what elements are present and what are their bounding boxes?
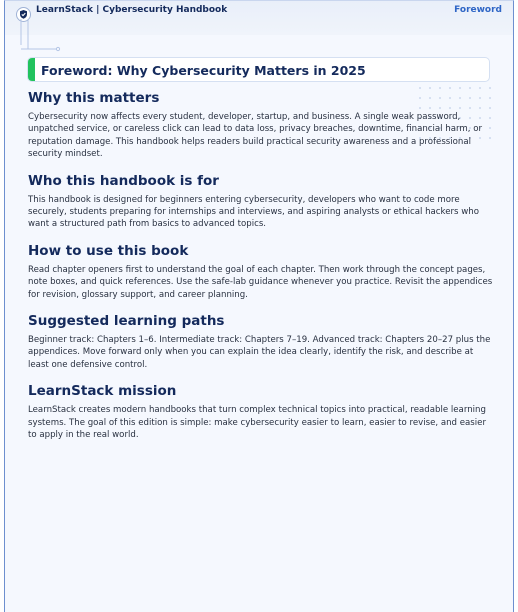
page-header xyxy=(5,1,513,35)
section-learning-paths xyxy=(28,313,494,371)
foreword-content xyxy=(28,90,494,454)
section-body: LearnStack creates modern handbooks that turn complex technical topics into practical, readable learning systems. The goal of this edition is simple: make cybersecurity easier to learn, easier to revise, and easier to apply in the real world. xyxy=(28,405,486,441)
section-body: Read chapter openers first to understand the goal of each chapter. Then work through the concept pages, note boxes, and quick references. Use the safe-lab guidance whenever you practice. Revisit the appendices for revision, glossary support, and career planning. xyxy=(28,264,493,300)
section-heading: Suggested learning paths xyxy=(28,313,225,330)
section-body: Beginner track: Chapters 1–6. Intermediate track: Chapters 7–19. Advanced track: Chapters 20–27 plus the appendices. Move forward only when you can explain the idea clearly, identify the risk, and describe at least one defensive control. xyxy=(28,335,491,370)
section-heading: Why this matters xyxy=(28,90,160,106)
section-why-this-matters xyxy=(28,90,494,161)
section-heading: Who this handbook is for xyxy=(28,172,219,189)
circuit-decoration xyxy=(15,19,65,53)
page-title-box xyxy=(27,57,490,82)
section-body: This handbook is designed for beginners entering cybersecurity, developers who want to code more securely, students preparing for internships and interviews, and aspiring analysts or ethical hackers who want a structured path from basics to advanced topics. xyxy=(28,194,479,230)
section-mission xyxy=(28,383,494,441)
handbook-page xyxy=(4,0,514,612)
section-heading: How to use this book xyxy=(28,242,189,259)
section-body: Cybersecurity now affects every student, developer, startup, and business. A single weak password, unpatched service, or careless click can lead to data loss, privacy breaches, downtime, financial harm, or reputation damage. This handbook helps readers build practical security awareness and a professional security mindset. xyxy=(28,112,483,160)
section-heading: LearnStack mission xyxy=(28,383,177,400)
title-accent-bar xyxy=(28,58,35,81)
brand-title: LearnStack | Cybersecurity Handbook xyxy=(36,5,228,15)
section-who-this-is-for xyxy=(28,173,494,231)
section-how-to-use xyxy=(28,243,494,301)
page-title: Foreword: Why Cybersecurity Matters in 2025 xyxy=(41,63,366,78)
foreword-nav-link[interactable]: Foreword xyxy=(454,5,502,15)
